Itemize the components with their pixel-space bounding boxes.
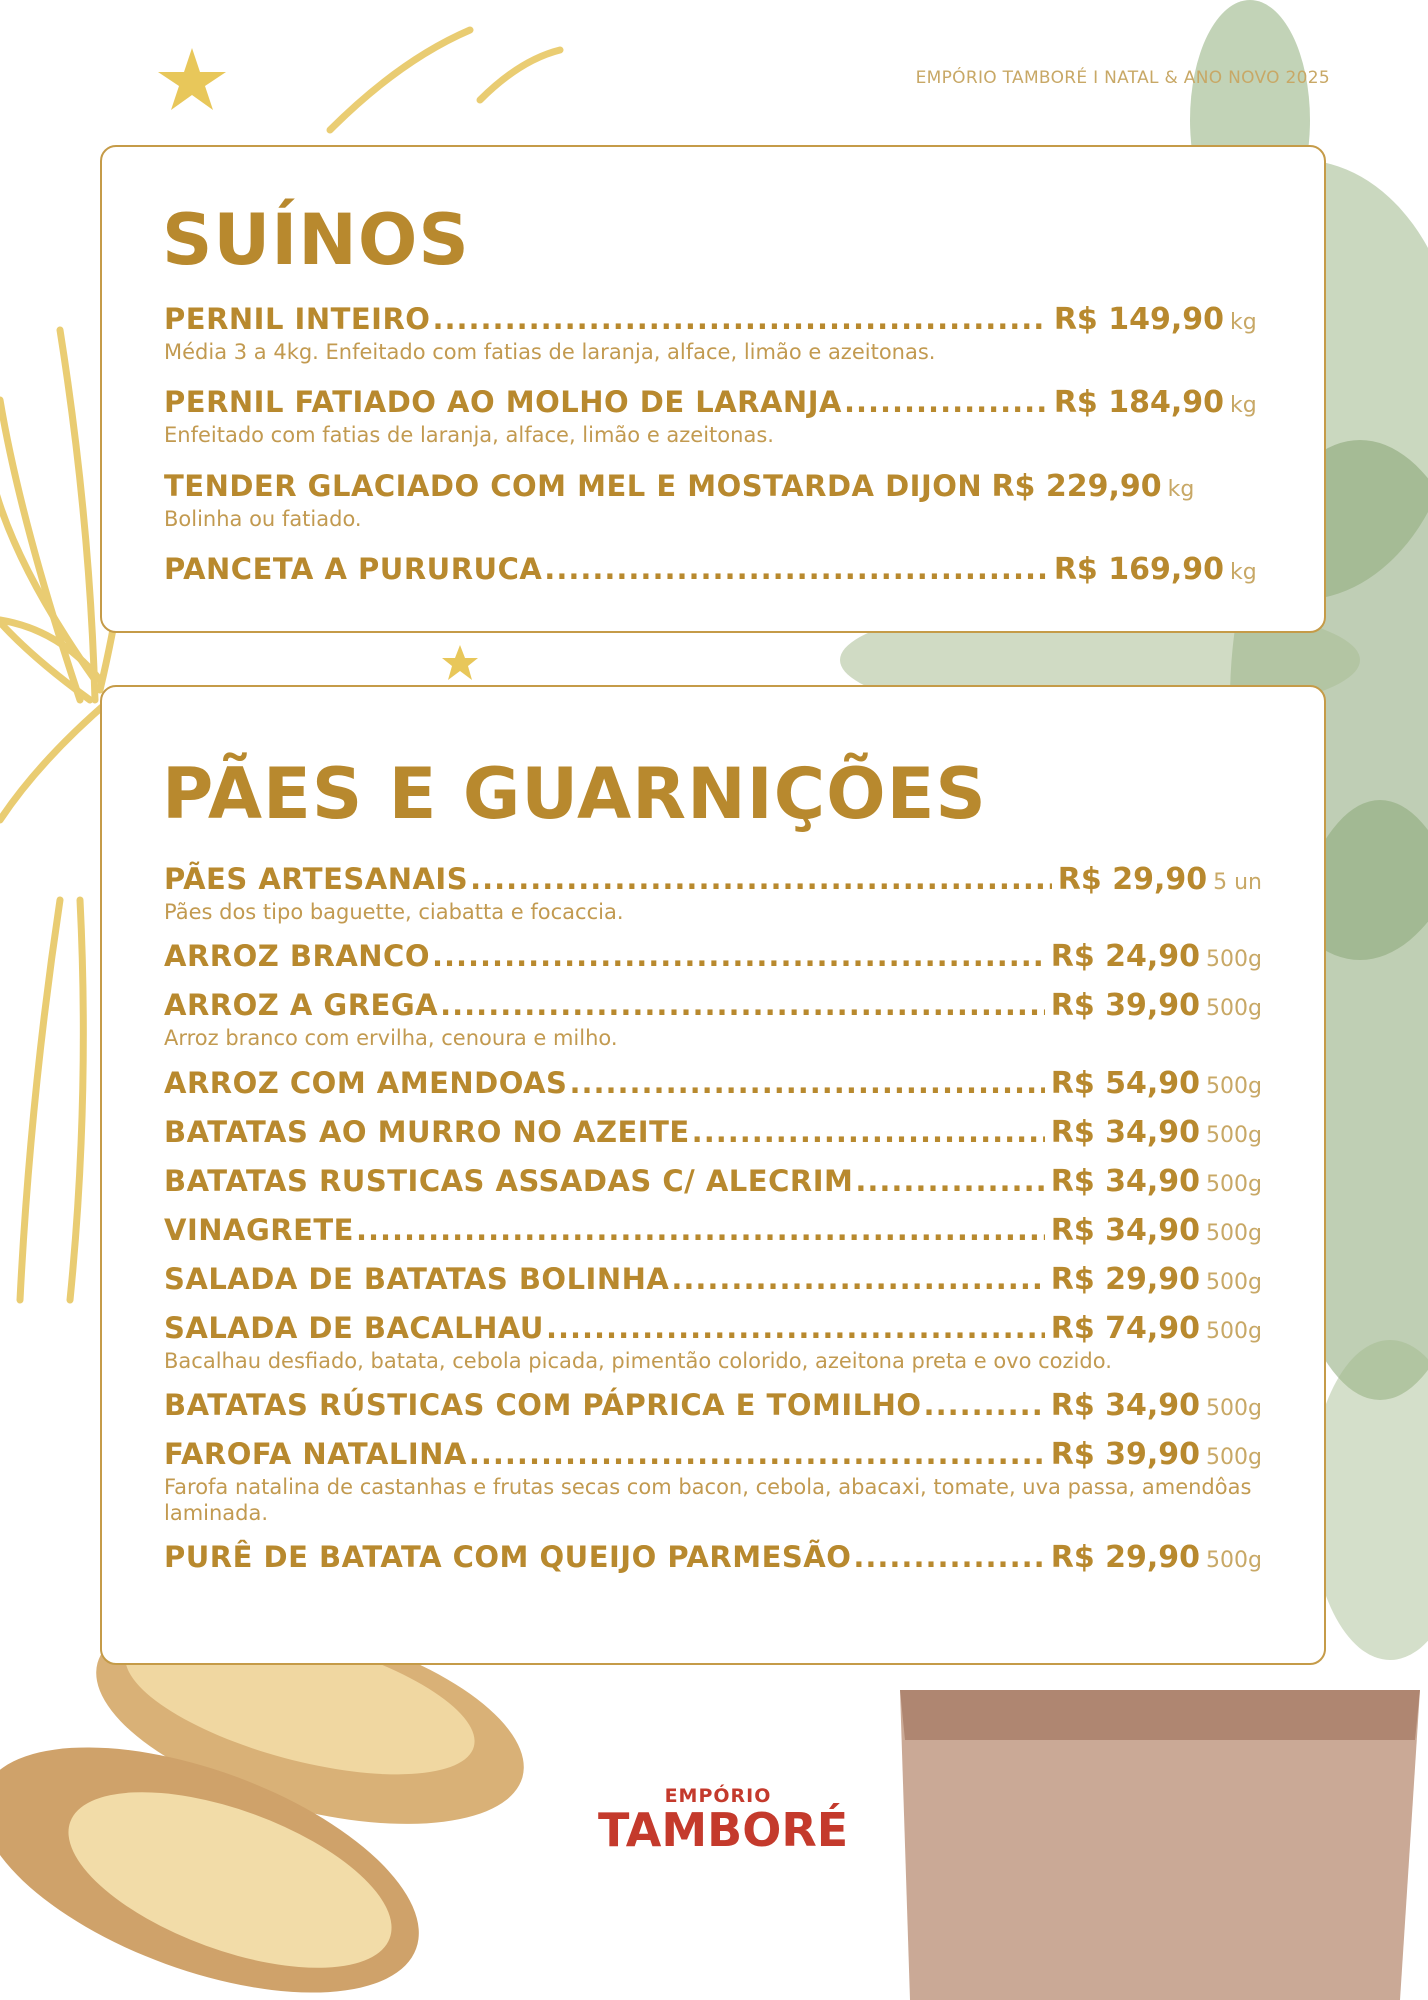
item-name: PURÊ DE BATATA COM QUEIJO PARMESÃO [164, 1540, 852, 1575]
dot-leader [432, 939, 1045, 973]
dot-leader [844, 385, 1048, 419]
menu-item [164, 469, 1262, 532]
item-name: FAROFA NATALINA [164, 1436, 467, 1471]
dot-leader [546, 1311, 1045, 1345]
item-unit: 500g [1206, 1171, 1262, 1197]
suinos-items [164, 302, 1262, 607]
item-name: VINAGRETE [164, 1212, 354, 1247]
item-name: ARROZ A GREGA [164, 988, 439, 1023]
item-unit: 500g [1206, 947, 1262, 973]
menu-item [164, 302, 1262, 365]
item-price: R$ 24,90 [1050, 939, 1201, 975]
item-name: BATATAS RUSTICAS ASSADAS C/ ALECRIM [164, 1163, 854, 1198]
menu-item [164, 1066, 1262, 1101]
item-name: BATATAS RÚSTICAS COM PÁPRICA E TOMILHO [164, 1387, 922, 1422]
emporio-tambore-logo [598, 1785, 849, 1857]
item-unit: 500g [1206, 1395, 1262, 1421]
menu-item [164, 1540, 1262, 1575]
item-price: R$ 34,90 [1050, 1212, 1201, 1248]
dot-leader [853, 1540, 1044, 1574]
logo-main-text: TAMBORÉ [598, 1803, 849, 1857]
paes-guarnicoes-card [100, 685, 1326, 1665]
paes-title: PÃES E GUARNIÇÕES [162, 753, 987, 835]
item-name: PÃES ARTESANAIS [164, 862, 469, 896]
item-unit: kg [1230, 559, 1257, 585]
dot-leader [671, 1262, 1044, 1296]
dot-leader [356, 1213, 1045, 1247]
header-text: EMPÓRIO TAMBORÉ I NATAL & ANO NOVO 2025 [915, 68, 1330, 88]
item-price: R$ 54,90 [1050, 1065, 1201, 1101]
item-name: BATATAS AO MURRO NO AZEITE [164, 1114, 690, 1149]
item-description: Enfeitado com fatias de laranja, alface, limão e azeitonas. [164, 423, 774, 448]
menu-item [164, 1437, 1262, 1527]
item-unit: 500g [1206, 1122, 1262, 1148]
item-description: Arroz branco com ervilha, cenoura e milho. [164, 1026, 618, 1051]
item-price: R$ 29,90 [1050, 1261, 1201, 1297]
item-unit: 500g [1206, 1269, 1262, 1295]
dot-leader [924, 1388, 1045, 1422]
item-unit: 500g [1206, 1220, 1262, 1246]
menu-item [164, 1164, 1262, 1199]
menu-item [164, 988, 1262, 1051]
menu-item [164, 1213, 1262, 1248]
paes-items [164, 862, 1262, 1589]
item-price: R$ 34,90 [1050, 1114, 1201, 1150]
item-name: ARROZ BRANCO [164, 939, 430, 974]
item-name: PANCETA A PURURUCA [164, 551, 543, 586]
item-name: ARROZ COM AMENDOAS [164, 1065, 568, 1100]
item-price: R$ 39,90 [1050, 988, 1201, 1024]
item-description: Pães dos tipo baguette, ciabatta e focaccia. [164, 900, 624, 924]
item-unit: kg [1230, 393, 1257, 419]
item-name: TENDER GLACIADO COM MEL E MOSTARDA DIJON [164, 468, 983, 503]
item-unit: 500g [1206, 1444, 1262, 1470]
item-unit: kg [1230, 310, 1257, 335]
item-unit: 500g [1206, 1318, 1262, 1344]
menu-item [164, 552, 1262, 587]
item-description: Bacalhau desfiado, batata, cebola picada, pimentão colorido, azeitona preta e ovo cozido. [164, 1348, 1112, 1373]
suinos-card [100, 145, 1326, 633]
item-unit: 500g [1206, 1073, 1262, 1099]
dot-leader [469, 1437, 1045, 1471]
menu-item [164, 385, 1262, 448]
item-unit: 5 un [1213, 870, 1262, 895]
item-price: R$ 149,90 [1053, 302, 1224, 337]
item-unit: kg [1167, 476, 1195, 502]
menu-item [164, 1262, 1262, 1297]
menu-item [164, 1388, 1262, 1423]
item-name: PERNIL INTEIRO [164, 302, 431, 336]
item-price: R$ 39,90 [1050, 1436, 1201, 1472]
item-unit: 500g [1206, 996, 1262, 1022]
item-description: Farofa natalina de castanhas e frutas secas com bacon, cebola, abacaxi, tomate, uva passa, amendôas laminada. [164, 1474, 1252, 1525]
item-description: Bolinha ou fatiado. [164, 506, 362, 531]
item-price: R$ 169,90 [1053, 551, 1224, 587]
item-name: PERNIL FATIADO AO MOLHO DE LARANJA [164, 385, 842, 420]
item-name: SALADA DE BACALHAU [164, 1310, 544, 1345]
menu-item [164, 1311, 1262, 1374]
dot-leader [544, 552, 1048, 586]
item-price: R$ 184,90 [1053, 385, 1224, 421]
item-price: R$ 29,90 [1050, 1540, 1201, 1576]
item-price: R$ 34,90 [1050, 1387, 1201, 1423]
menu-item [164, 862, 1262, 925]
item-price: R$ 74,90 [1050, 1310, 1201, 1346]
dot-leader [984, 469, 985, 503]
item-name: SALADA DE BATATAS BOLINHA [164, 1261, 670, 1296]
dot-leader [470, 862, 1052, 896]
item-price: R$ 34,90 [1050, 1163, 1201, 1199]
logo-top-text: EMPÓRIO [664, 1785, 772, 1807]
dot-leader [692, 1115, 1045, 1149]
suinos-title: SUÍNOS [162, 199, 470, 281]
menu-item [164, 1115, 1262, 1150]
item-description: Média 3 a 4kg. Enfeitado com fatias de laranja, alface, limão e azeitonas. [164, 340, 936, 364]
item-price: R$ 29,90 [1057, 862, 1208, 897]
menu-item [164, 939, 1262, 974]
dot-leader [432, 302, 1047, 336]
item-price: R$ 229,90 [991, 468, 1162, 504]
dot-leader [569, 1066, 1044, 1100]
dot-leader [855, 1164, 1044, 1198]
item-unit: 500g [1206, 1548, 1262, 1574]
dot-leader [440, 988, 1045, 1022]
